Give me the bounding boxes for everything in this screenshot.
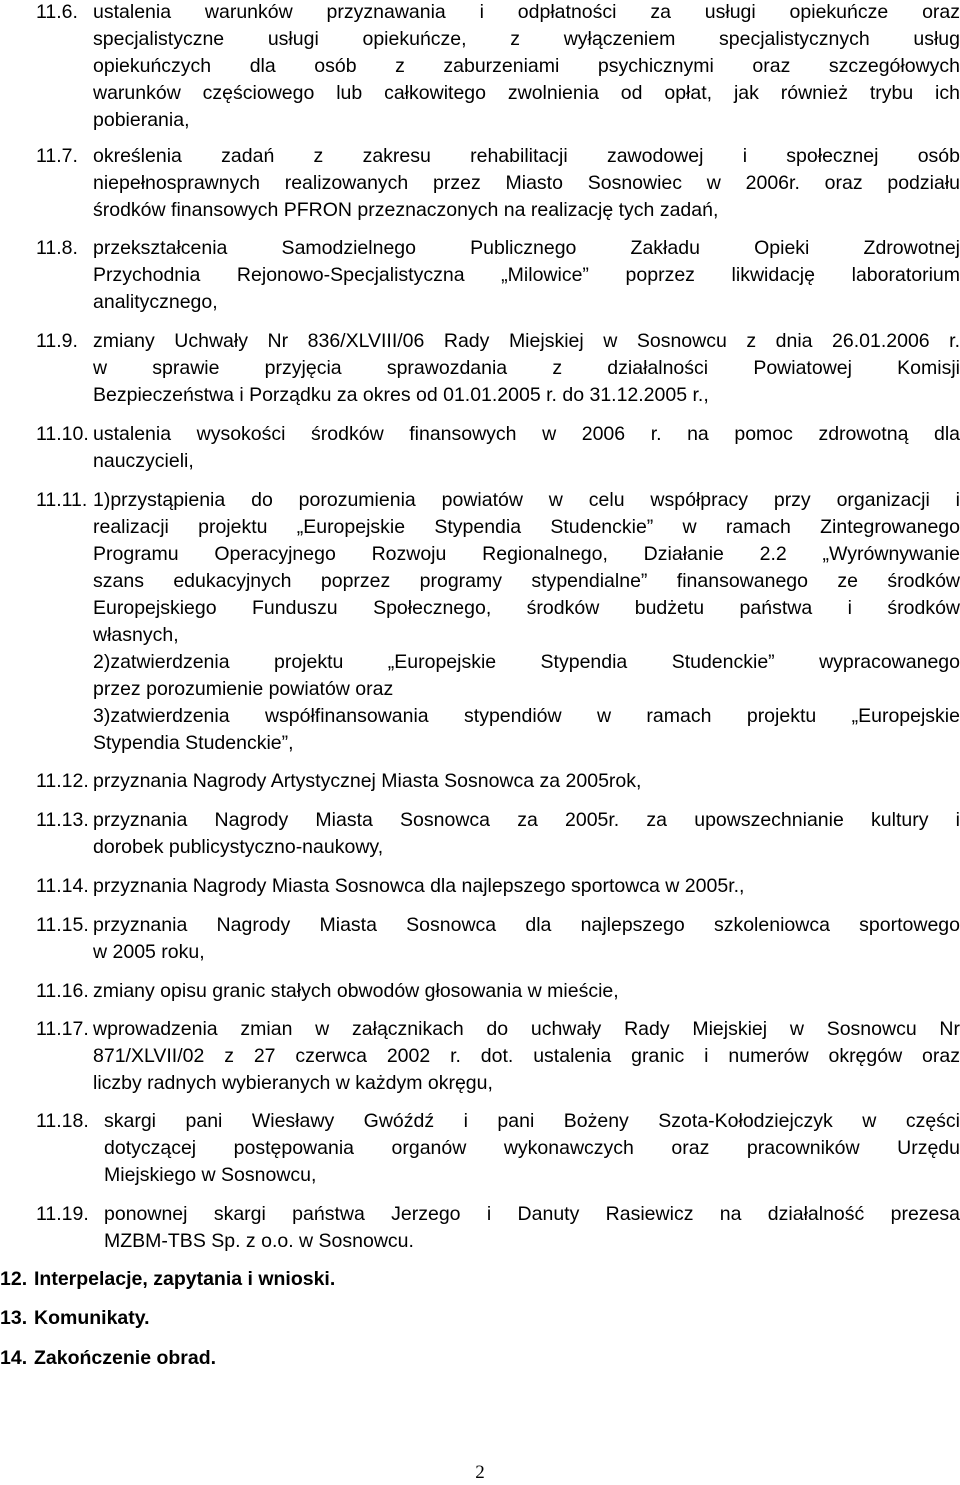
list-item-11-15 [36, 912, 960, 966]
text-line: dotyczącej postępowania organów wykonawczych oraz pracowników Urzędu [104, 1137, 960, 1159]
item-number: 11.14. [36, 875, 89, 897]
main-item-number: 14. [0, 1347, 28, 1369]
text-line: Europejskiego Funduszu Społecznego, środków budżetu państwa i środków [93, 597, 960, 619]
text-line: przyznania Nagrody Miasta Sosnowca dla najlepszego sportowca w 2005r., [93, 875, 745, 897]
text-line: własnych, [93, 624, 179, 646]
text-line: Programu Operacyjnego Rozwoju Regionalnego, Działanie 2.2 „Wyrównywanie [93, 543, 960, 565]
text-line: specjalistyczne usługi opiekuńcze, z wyłączeniem specjalistycznych usług [93, 28, 960, 50]
text-line: w 2005 roku, [93, 941, 205, 963]
main-item-number: 13. [0, 1307, 28, 1329]
item-text [93, 328, 960, 409]
text-line: szans edukacyjnych poprzez programy stypendialne” finansowanego ze środków [93, 570, 960, 592]
text-line: zmiany opisu granic stałych obwodów głosowania w mieście, [93, 980, 619, 1002]
text-line: niepełnosprawnych realizowanych przez Miasto Sosnowiec w 2006r. oraz podziału [93, 172, 960, 194]
text-line: wprowadzenia zmian w załącznikach do uchwały Rady Miejskiej w Sosnowcu Nr [93, 1018, 960, 1040]
list-item-11-6 [36, 0, 960, 134]
item-number: 11.17. [36, 1018, 89, 1040]
text-line: 3)zatwierdzenia współfinansowania stypendiów w ramach projektu „Europejskie [93, 705, 960, 727]
main-item-text: Komunikaty. [34, 1307, 150, 1329]
item-number: 11.13. [36, 809, 89, 831]
item-number: 11.15. [36, 914, 89, 936]
text-line: przyznania Nagrody Artystycznej Miasta Sosnowca za 2005rok, [93, 770, 642, 792]
item-number: 11.7. [36, 145, 78, 167]
text-line: 871/XLVII/02 z 27 czerwca 2002 r. dot. ustalenia granic i numerów okręgów oraz [93, 1045, 960, 1067]
text-line: przekształcenia Samodzielnego Publicznego Zakładu Opieki Zdrowotnej [93, 237, 960, 259]
text-line: analitycznego, [93, 291, 218, 313]
text-line: nauczycieli, [93, 450, 194, 472]
main-item-13 [0, 1305, 150, 1332]
item-text [93, 487, 960, 757]
list-item-11-19 [36, 1201, 960, 1255]
text-line: przez porozumienie powiatów oraz [93, 678, 394, 700]
text-line: Miejskiego w Sosnowcu, [104, 1164, 317, 1186]
item-text [93, 912, 960, 966]
text-line: przyznania Nagrody Miasta Sosnowca dla najlepszego szkoleniowca sportowego [93, 914, 960, 936]
item-text [93, 807, 960, 861]
list-item-11-18 [36, 1108, 960, 1189]
list-item-11-12 [36, 768, 960, 795]
text-line: środków finansowych PFRON przeznaczonych na realizację tych zadań, [93, 199, 719, 221]
item-number: 11.9. [36, 330, 78, 352]
text-line: pobierania, [93, 109, 190, 131]
item-text [93, 1016, 960, 1097]
main-item-14 [0, 1345, 216, 1372]
item-text [104, 1201, 960, 1255]
text-line: MZBM-TBS Sp. z o.o. w Sosnowcu. [104, 1230, 414, 1252]
text-line: 2)zatwierdzenia projektu „Europejskie Stypendia Studenckie” wypracowanego [93, 651, 960, 673]
text-line: opiekuńczych dla osób z zaburzeniami psychicznymi oraz szczegółowych [93, 55, 960, 77]
item-text [93, 235, 960, 316]
list-item-11-13 [36, 807, 960, 861]
text-line: określenia zadań z zakresu rehabilitacji zawodowej i społecznej osób [93, 145, 960, 167]
item-text [93, 143, 960, 224]
text-line: Stypendia Studenckie”, [93, 732, 294, 754]
text-line: 1)przystąpienia do porozumienia powiatów w celu współpracy przy organizacji i [93, 489, 960, 511]
text-line: warunków częściowego lub całkowitego zwolnienia od opłat, jak również trybu ich [93, 82, 960, 104]
list-item-11-7 [36, 143, 960, 224]
text-line: ustalenia wysokości środków finansowych w 2006 r. na pomoc zdrowotną dla [93, 423, 960, 445]
item-text [93, 421, 960, 475]
main-item-12 [0, 1266, 335, 1293]
text-line: Bezpieczeństwa i Porządku za okres od 01.01.2005 r. do 31.12.2005 r., [93, 384, 709, 406]
text-line: ustalenia warunków przyznawania i odpłatności za usługi opiekuńcze oraz [93, 1, 960, 23]
text-line: skargi pani Wiesławy Gwóźdź i pani Bożeny Szota-Kołodziejczyk w części [104, 1110, 960, 1132]
list-item-11-8 [36, 235, 960, 316]
text-line: dorobek publicystyczno-naukowy, [93, 836, 384, 858]
item-text [93, 768, 960, 795]
text-line: zmiany Uchwały Nr 836/XLVIII/06 Rady Miejskiej w Sosnowcu z dnia 26.01.2006 r. [93, 330, 960, 352]
list-item-11-9 [36, 328, 960, 409]
item-number: 11.8. [36, 237, 78, 259]
item-text [93, 0, 960, 134]
text-line: w sprawie przyjęcia sprawozdania z działalności Powiatowej Komisji [93, 357, 960, 379]
text-line: przyznania Nagrody Miasta Sosnowca za 2005r. za upowszechnianie kultury i [93, 809, 960, 831]
main-item-text: Interpelacje, zapytania i wnioski. [34, 1268, 336, 1290]
list-item-11-10 [36, 421, 960, 475]
page-number: 2 [475, 1462, 485, 1483]
main-item-number: 12. [0, 1268, 28, 1290]
item-text [93, 978, 960, 1005]
main-item-text: Zakończenie obrad. [34, 1347, 217, 1369]
item-number: 11.10. [36, 423, 89, 445]
list-item-11-11 [36, 487, 960, 757]
list-item-11-17 [36, 1016, 960, 1097]
item-number: 11.12. [36, 770, 89, 792]
list-item-11-14 [36, 873, 960, 900]
item-number: 11.16. [36, 980, 89, 1002]
item-text [104, 1108, 960, 1189]
text-line: ponownej skargi państwa Jerzego i Danuty Rasiewicz na działalność prezesa [104, 1203, 960, 1225]
list-item-11-16 [36, 978, 960, 1005]
item-number: 11.6. [36, 1, 78, 23]
text-line: realizacji projektu „Europejskie Stypendia Studenckie” w ramach Zintegrowanego [93, 516, 960, 538]
text-line: liczby radnych wybieranych w każdym okręgu, [93, 1072, 493, 1094]
item-text [93, 873, 960, 900]
text-line: Przychodnia Rejonowo-Specjalistyczna „Milowice” poprzez likwidację laboratorium [93, 264, 960, 286]
item-number: 11.19. [36, 1203, 89, 1225]
item-number: 11.11. [36, 489, 88, 511]
item-number: 11.18. [36, 1110, 89, 1132]
